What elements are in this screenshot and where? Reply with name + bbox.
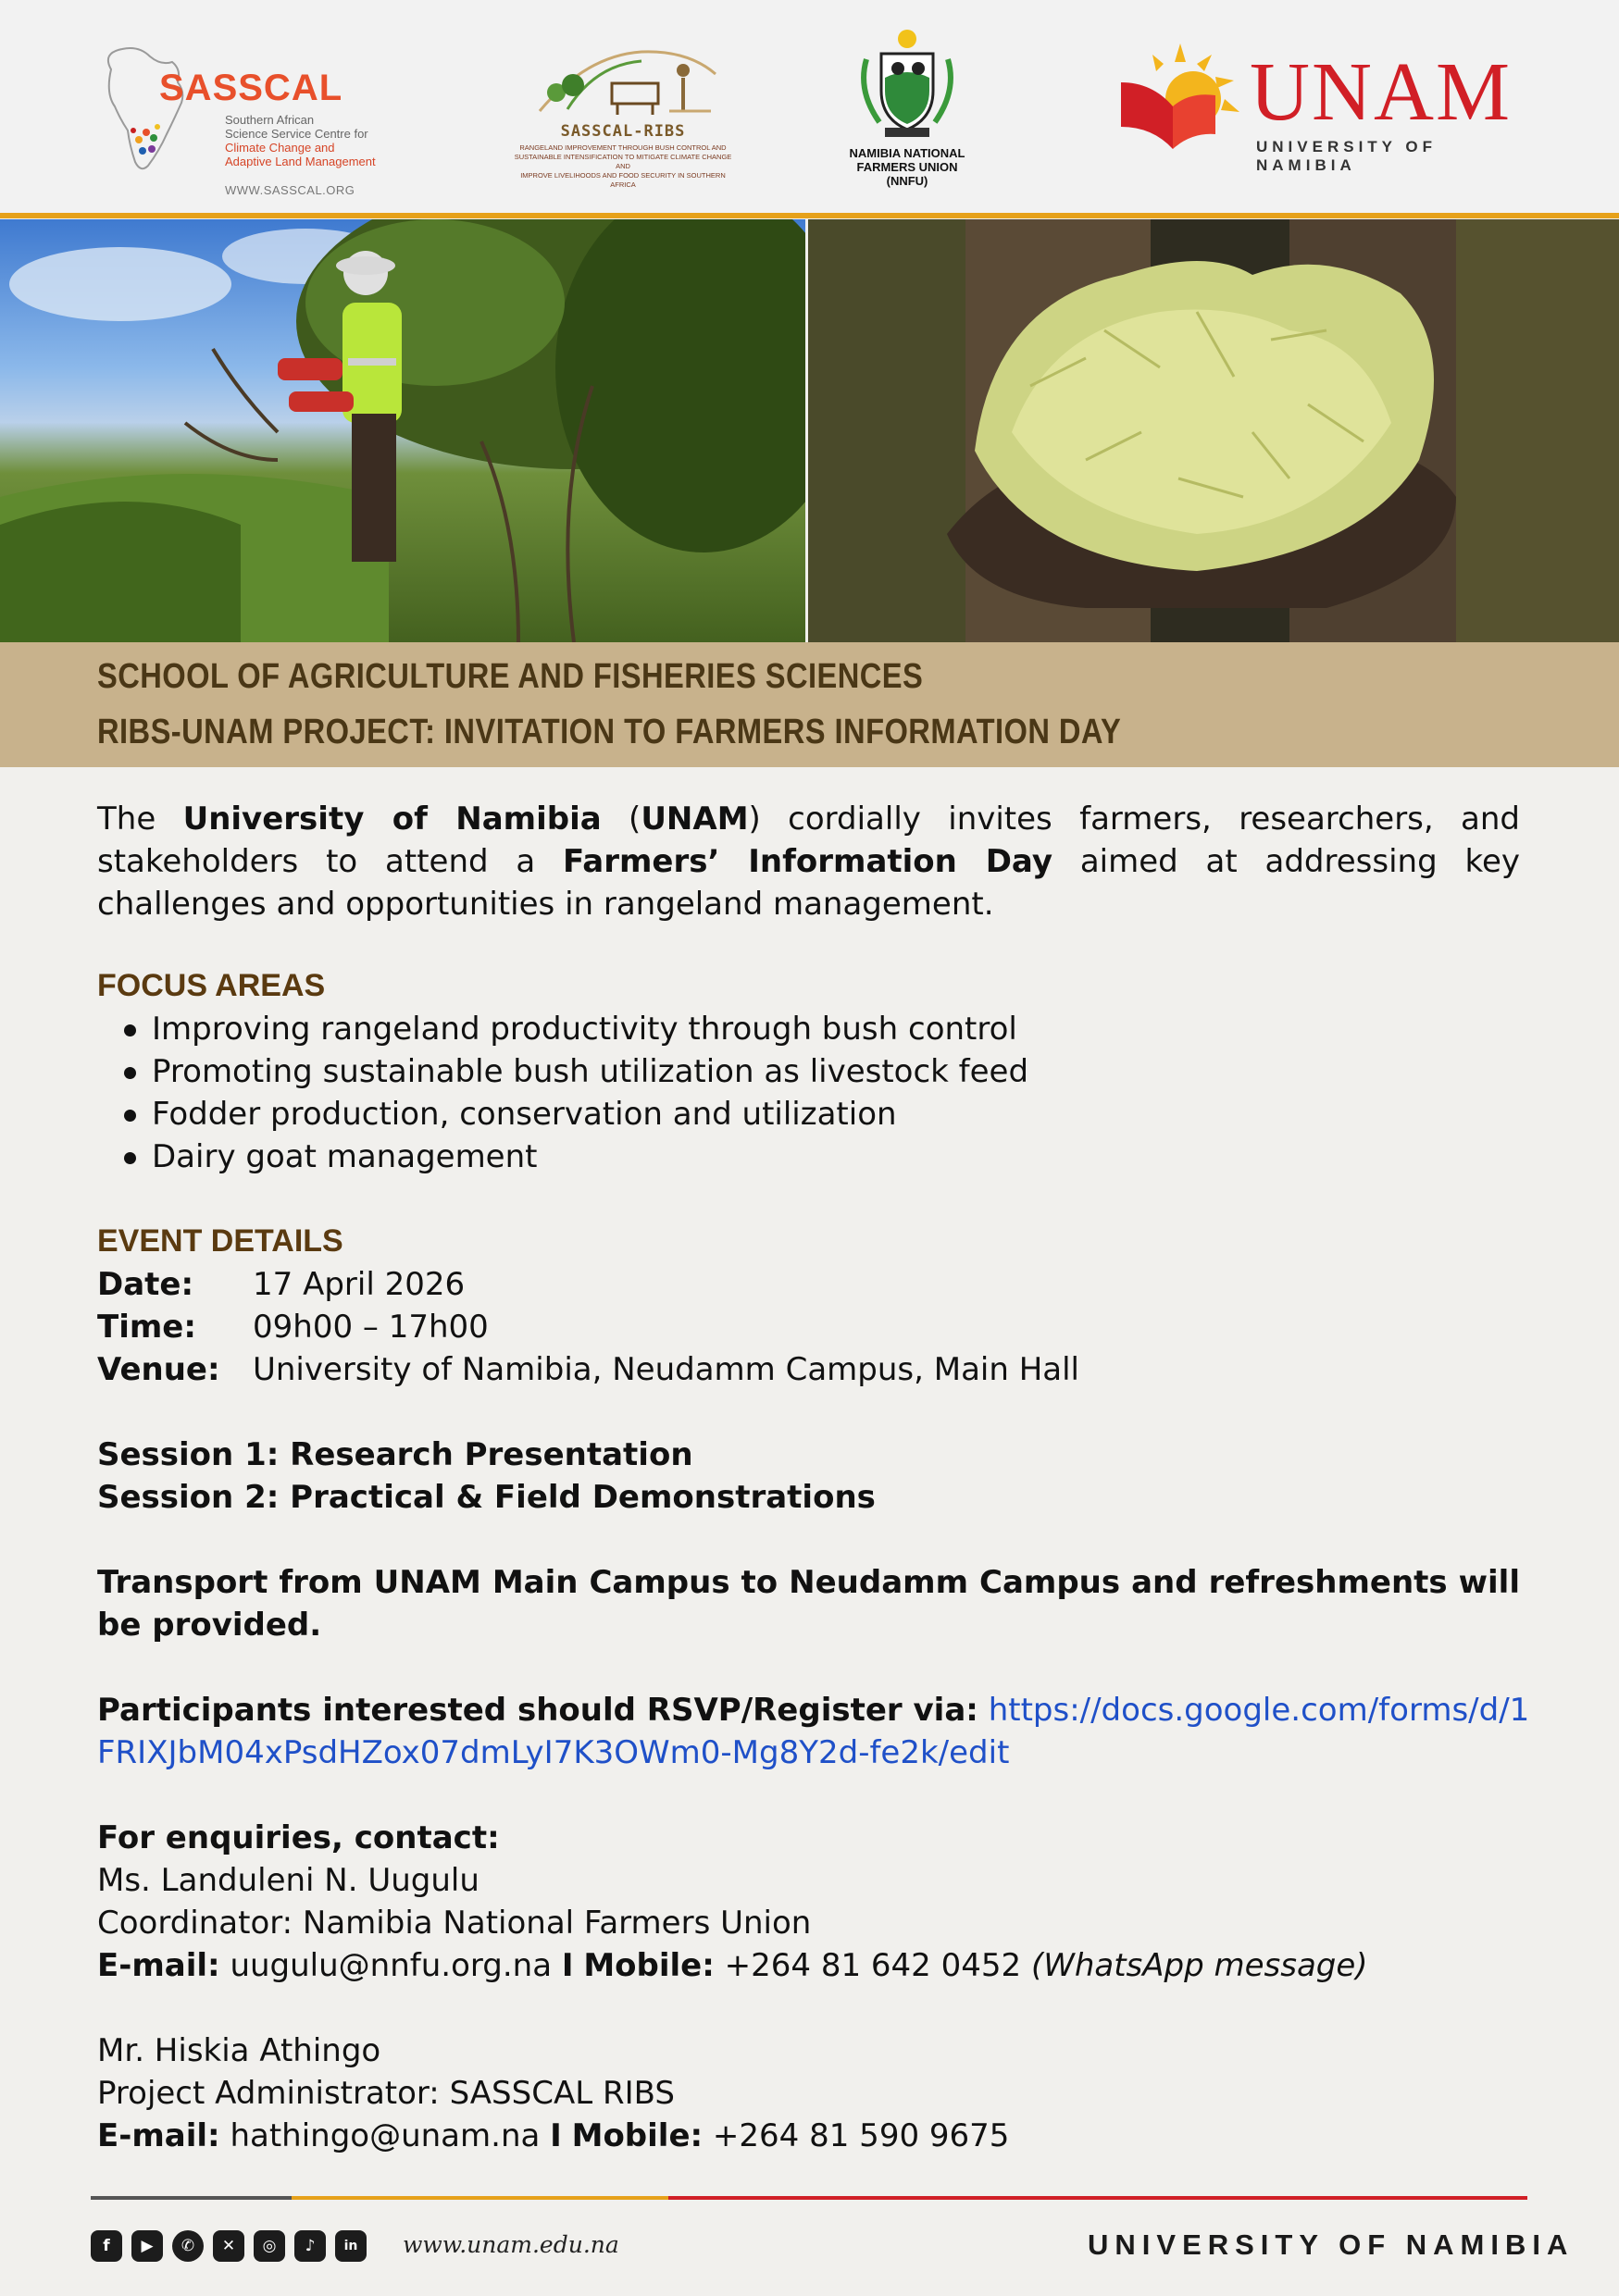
photo-bush-feed	[808, 219, 1619, 642]
unam-logo	[1115, 42, 1537, 174]
tiktok-icon[interactable]: ♪	[294, 2230, 326, 2262]
page-title: SCHOOL OF AGRICULTURE AND FISHERIES SCIENCES	[97, 657, 924, 696]
list-item: Improving rangeland productivity through bush control	[120, 1008, 1028, 1050]
page-subtitle: RIBS-UNAM PROJECT: INVITATION TO FARMERS INFORMATION DAY	[97, 713, 1122, 751]
nnfu-crest-icon	[853, 26, 961, 144]
footer-university-name: UNIVERSITY OF NAMIBIA	[1088, 2228, 1575, 2261]
sasscal-subtitle: Southern African Science Service Centre for Climate Change and Adaptive Land Management	[225, 113, 376, 168]
ribs-tagline: RANGELAND IMPROVEMENT THROUGH BUSH CONTROL AND SUSTAINABLE INTENSIFICATION TO MITIGATE CLIMATE CHANGE AND IMPROVE LIVELIHOODS AND FOOD SECURITY IN SOUTHERN AFRICA	[514, 143, 732, 189]
nnfu-logo	[833, 26, 981, 202]
footer-divider-red	[668, 2196, 1527, 2200]
event-time: Time: 09h00 – 17h00	[97, 1309, 489, 1346]
contact-2-email[interactable]: hathingo@unam.na	[230, 2117, 541, 2154]
whatsapp-icon[interactable]: ✆	[172, 2230, 204, 2262]
header-divider	[0, 213, 1619, 218]
photo-bush-worker	[0, 219, 805, 642]
contact-1-mobile: +264 81 642 0452	[724, 1947, 1022, 1984]
website-link[interactable]: www.unam.edu.na	[403, 2231, 619, 2258]
youtube-icon[interactable]: ▶	[131, 2230, 163, 2262]
contact-1-email[interactable]: uugulu@nnfu.org.na	[230, 1947, 553, 1984]
facebook-icon[interactable]: f	[91, 2230, 122, 2262]
sasscal-url: WWW.SASSCAL.ORG	[225, 183, 355, 197]
contact-2-role: Project Administrator: SASSCAL RIBS	[97, 2075, 675, 2112]
enquiries-heading: For enquiries, contact:	[97, 1819, 500, 1856]
event-details-heading: EVENT DETAILS	[97, 1223, 343, 1259]
nnfu-name: NAMIBIA NATIONAL FARMERS UNION (NNFU)	[849, 146, 965, 188]
intro-paragraph: The University of Namibia (UNAM) cordially invites farmers, researchers, and stakeholders to attend a Farmers’ Information Day aimed at addressing key challenges and opportunities in rangeland management.	[97, 800, 1521, 923]
list-item: Promoting sustainable bush utilization as livestock feed	[120, 1050, 1028, 1093]
contact-2-mobile: +264 81 590 9675	[712, 2117, 1010, 2154]
list-item: Fodder production, conservation and utilization	[120, 1093, 1028, 1136]
sasscal-logo	[93, 37, 407, 199]
focus-areas-heading: FOCUS AREAS	[97, 968, 326, 1003]
x-icon[interactable]: ✕	[213, 2230, 244, 2262]
rsvp-line: Participants interested should RSVP/Register via: https://docs.google.com/forms/d/1	[97, 1692, 1530, 1729]
rsvp-line-2	[97, 1731, 1009, 1774]
africa-map-icon	[93, 42, 204, 180]
contact-1-name: Ms. Landuleni N. Uugulu	[97, 1862, 479, 1899]
sasscal-name: SASSCAL	[159, 68, 343, 108]
logo-header	[0, 0, 1619, 215]
rangeland-icon	[530, 37, 725, 125]
event-venue: Venue: University of Namibia, Neudamm Campus, Main Hall	[97, 1351, 1079, 1388]
unam-sun-book-icon	[1115, 42, 1245, 153]
focus-areas-list	[120, 1008, 1028, 1178]
sasscal-ribs-logo	[512, 37, 734, 189]
bush-worker-illustration	[0, 219, 805, 642]
instagram-icon[interactable]: ◎	[254, 2230, 285, 2262]
bush-feed-illustration	[808, 219, 1619, 642]
footer-divider-gold	[292, 2196, 668, 2200]
transport-note: Transport from UNAM Main Campus to Neudamm Campus and refreshments will be provided.	[97, 1564, 1520, 1644]
contact-1-role: Coordinator: Namibia National Farmers Union	[97, 1905, 812, 1942]
unam-subtitle: UNIVERSITY OF NAMIBIA	[1256, 138, 1438, 174]
ribs-name: SASSCAL-RIBS	[560, 122, 686, 141]
linkedin-icon[interactable]: in	[335, 2230, 367, 2262]
rsvp-link-continued[interactable]: FRIXJbM04xPsdHZox07dmLyI7K3OWm0-Mg8Y2d-fe2k/edit	[97, 1734, 1010, 1771]
session-2: Session 2: Practical & Field Demonstrations	[97, 1479, 876, 1516]
rsvp-link[interactable]: https://docs.google.com/forms/d/1	[988, 1692, 1530, 1729]
event-date: Date: 17 April 2026	[97, 1266, 466, 1303]
contact-2-details: E-mail: hathingo@unam.na I Mobile: +264 81 590 9675	[97, 2117, 1010, 2154]
list-item: Dairy goat management	[120, 1136, 1028, 1178]
unam-name: UNAM	[1250, 46, 1513, 138]
session-1: Session 1: Research Presentation	[97, 1436, 693, 1473]
contact-1-details: E-mail: uugulu@nnfu.org.na I Mobile: +264 81 642 0452 (WhatsApp message)	[97, 1947, 1368, 1984]
contact-2-name: Mr. Hiskia Athingo	[97, 2032, 381, 2069]
footer-divider-grey	[91, 2196, 292, 2200]
